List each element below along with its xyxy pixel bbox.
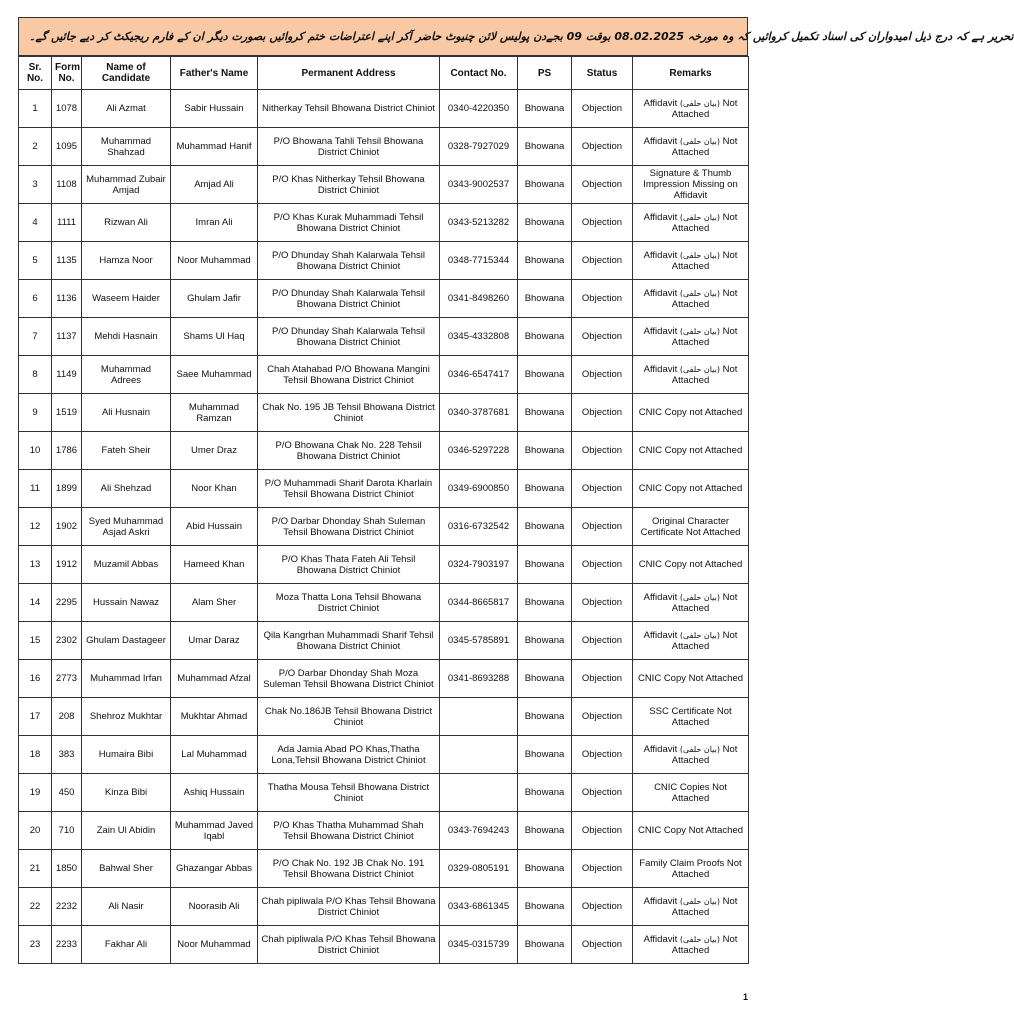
table-body	[19, 90, 749, 964]
candidate-name-cell: Hussain Nawaz	[82, 584, 171, 622]
ps-cell: Bhowana	[518, 128, 572, 166]
contact-cell: 0343-7694243	[440, 812, 518, 850]
form-no-cell: 383	[52, 736, 82, 774]
contact-cell: 0345-0315739	[440, 926, 518, 964]
status-cell: Objection	[572, 508, 633, 546]
table-header-row	[19, 57, 749, 90]
sr-no-cell: 4	[19, 204, 52, 242]
sr-no-cell: 13	[19, 546, 52, 584]
candidate-name-cell: Ghulam Dastageer	[82, 622, 171, 660]
status-cell: Objection	[572, 812, 633, 850]
father-name-cell: Muhammad Hanif	[171, 128, 258, 166]
status-cell: Objection	[572, 242, 633, 280]
contact-cell: 0343-6861345	[440, 888, 518, 926]
column-header: Sr. No.	[19, 57, 52, 90]
contact-cell: 0346-5297228	[440, 432, 518, 470]
address-cell: P/O Khas Kurak Muhammadi Tehsil Bhowana District Chiniot	[258, 204, 440, 242]
contact-cell: 0349-6900850	[440, 470, 518, 508]
candidate-name-cell: Shehroz Mukhtar	[82, 698, 171, 736]
candidate-name-cell: Mehdi Hasnain	[82, 318, 171, 356]
table-row	[19, 128, 749, 166]
table-row	[19, 508, 749, 546]
remarks-cell	[633, 128, 749, 166]
address-cell: Moza Thatta Lona Tehsil Bhowana District Chiniot	[258, 584, 440, 622]
form-no-cell: 1850	[52, 850, 82, 888]
status-cell: Objection	[572, 850, 633, 888]
ps-cell: Bhowana	[518, 356, 572, 394]
remarks-tail-text: Not Attached	[671, 325, 738, 348]
candidate-name-cell: Muhammad Shahzad	[82, 128, 171, 166]
contact-cell	[440, 698, 518, 736]
form-no-cell: 450	[52, 774, 82, 812]
sr-no-cell: 2	[19, 128, 52, 166]
ps-cell: Bhowana	[518, 774, 572, 812]
candidate-name-cell: Muhammad Zubair Amjad	[82, 166, 171, 204]
column-header: Remarks	[633, 57, 749, 90]
sr-no-cell: 15	[19, 622, 52, 660]
sr-no-cell: 10	[19, 432, 52, 470]
status-cell: Objection	[572, 470, 633, 508]
father-name-cell: Lal Muhammad	[171, 736, 258, 774]
address-cell: P/O Bhowana Tahli Tehsil Bhowana District Chiniot	[258, 128, 440, 166]
contact-cell	[440, 774, 518, 812]
form-no-cell: 1135	[52, 242, 82, 280]
candidate-name-cell: Waseem Haider	[82, 280, 171, 318]
remarks-cell	[633, 698, 749, 736]
candidate-name-cell: Ali Husnain	[82, 394, 171, 432]
remarks-text: Affidavit	[643, 629, 678, 641]
contact-cell: 0343-5213282	[440, 204, 518, 242]
contact-cell: 0340-4220350	[440, 90, 518, 128]
status-cell: Objection	[572, 584, 633, 622]
father-name-cell: Noor Muhammad	[171, 242, 258, 280]
status-cell: Objection	[572, 698, 633, 736]
sr-no-cell: 16	[19, 660, 52, 698]
status-cell: Objection	[572, 622, 633, 660]
remarks-urdu-text: (بیان حلفی)	[679, 288, 720, 298]
ps-cell: Bhowana	[518, 698, 572, 736]
form-no-cell: 1902	[52, 508, 82, 546]
table-row	[19, 432, 749, 470]
address-cell: P/O Chak No. 192 JB Chak No. 191 Tehsil Bhowana District Chiniot	[258, 850, 440, 888]
sr-no-cell: 14	[19, 584, 52, 622]
remarks-text: CNIC Copy not Attached	[638, 483, 743, 494]
remarks-urdu-text: (بیان حلفی)	[679, 98, 720, 108]
contact-cell: 0340-3787681	[440, 394, 518, 432]
address-cell: P/O Darbar Dhonday Shah Suleman Tehsil Bhowana District Chiniot	[258, 508, 440, 546]
contact-cell	[440, 736, 518, 774]
ps-cell: Bhowana	[518, 546, 572, 584]
form-no-cell: 1095	[52, 128, 82, 166]
status-cell: Objection	[572, 660, 633, 698]
table-row	[19, 774, 749, 812]
table-row	[19, 850, 749, 888]
candidate-name-cell: Bahwal Sher	[82, 850, 171, 888]
table-row	[19, 888, 749, 926]
remarks-text: Affidavit	[643, 363, 678, 375]
remarks-tail-text: Not Attached	[671, 249, 738, 272]
form-no-cell: 1137	[52, 318, 82, 356]
candidate-name-cell: Zain Ul Abidin	[82, 812, 171, 850]
form-no-cell: 208	[52, 698, 82, 736]
address-cell: Nitherkay Tehsil Bhowana District Chiniot	[258, 90, 440, 128]
table-row	[19, 584, 749, 622]
table-row	[19, 356, 749, 394]
remarks-cell	[633, 622, 749, 660]
remarks-tail-text: Not Attached	[671, 211, 738, 234]
status-cell: Objection	[572, 128, 633, 166]
ps-cell: Bhowana	[518, 736, 572, 774]
remarks-urdu-text: (بیان حلفی)	[679, 630, 720, 640]
father-name-cell: Ashiq Hussain	[171, 774, 258, 812]
ps-cell: Bhowana	[518, 850, 572, 888]
remarks-cell	[633, 888, 749, 926]
status-cell: Objection	[572, 432, 633, 470]
page-number: 1	[742, 992, 748, 1002]
status-cell: Objection	[572, 318, 633, 356]
sr-no-cell: 8	[19, 356, 52, 394]
ps-cell: Bhowana	[518, 622, 572, 660]
status-cell: Objection	[572, 166, 633, 204]
remarks-text: Family Claim Proofs Not Attached	[639, 857, 742, 880]
form-no-cell: 1912	[52, 546, 82, 584]
father-name-cell: Amjad Ali	[171, 166, 258, 204]
remarks-cell	[633, 394, 749, 432]
form-no-cell: 2302	[52, 622, 82, 660]
table-row	[19, 90, 749, 128]
sr-no-cell: 9	[19, 394, 52, 432]
father-name-cell: Abid Hussain	[171, 508, 258, 546]
remarks-urdu-text: (بیان حلفی)	[679, 934, 720, 944]
address-cell: Chah pipliwala P/O Khas Tehsil Bhowana District Chiniot	[258, 888, 440, 926]
ps-cell: Bhowana	[518, 204, 572, 242]
form-no-cell: 2232	[52, 888, 82, 926]
remarks-text: Affidavit	[643, 249, 678, 261]
notice-text: تحریر ہے کہ درج ذیل امیدواران کی اسناد تکمیل کروائیں کہ وہ مورخہ 08.02.2025 بوقت 09 بجےدن پولیس لائن چنیوٹ حاضر آکر اپنے اعتراضات ختم کروائیں بصورت دیگر ان کے فارم ریجیکٹ کر دیے جائیں گے۔	[29, 30, 1014, 43]
remarks-cell	[633, 90, 749, 128]
contact-cell: 0344-8665817	[440, 584, 518, 622]
contact-cell: 0345-4332808	[440, 318, 518, 356]
sr-no-cell: 18	[19, 736, 52, 774]
form-no-cell: 1899	[52, 470, 82, 508]
sr-no-cell: 11	[19, 470, 52, 508]
remarks-cell	[633, 546, 749, 584]
father-name-cell: Ghazangar Abbas	[171, 850, 258, 888]
address-cell: P/O Khas Nitherkay Tehsil Bhowana District Chiniot	[258, 166, 440, 204]
father-name-cell: Hameed Khan	[171, 546, 258, 584]
address-cell: Qila Kangrhan Muhammadi Sharif Tehsil Bhowana District Chiniot	[258, 622, 440, 660]
remarks-cell	[633, 280, 749, 318]
status-cell: Objection	[572, 774, 633, 812]
sr-no-cell: 17	[19, 698, 52, 736]
remarks-tail-text: Not Attached	[671, 135, 738, 158]
remarks-text: Affidavit	[643, 895, 678, 907]
column-header: Father's Name	[171, 57, 258, 90]
ps-cell: Bhowana	[518, 584, 572, 622]
remarks-urdu-text: (بیان حلفی)	[679, 212, 720, 222]
form-no-cell: 2233	[52, 926, 82, 964]
remarks-text: Affidavit	[643, 591, 678, 603]
form-no-cell: 710	[52, 812, 82, 850]
remarks-text: Affidavit	[643, 933, 678, 945]
remarks-text: Affidavit	[643, 97, 678, 109]
form-no-cell: 1136	[52, 280, 82, 318]
ps-cell: Bhowana	[518, 660, 572, 698]
table-row	[19, 204, 749, 242]
remarks-text: CNIC Copy Not Attached	[637, 673, 744, 684]
table-row	[19, 470, 749, 508]
father-name-cell: Sabir Hussain	[171, 90, 258, 128]
ps-cell: Bhowana	[518, 90, 572, 128]
remarks-urdu-text: (بیان حلفی)	[679, 744, 720, 754]
contact-cell: 0341-8693288	[440, 660, 518, 698]
address-cell: Chak No.186JB Tehsil Bhowana District Chiniot	[258, 698, 440, 736]
address-cell: P/O Khas Thatha Muhammad Shah Tehsil Bhowana District Chiniot	[258, 812, 440, 850]
remarks-cell	[633, 242, 749, 280]
status-cell: Objection	[572, 394, 633, 432]
ps-cell: Bhowana	[518, 812, 572, 850]
form-no-cell: 1108	[52, 166, 82, 204]
remarks-cell	[633, 470, 749, 508]
form-no-cell: 2295	[52, 584, 82, 622]
sr-no-cell: 19	[19, 774, 52, 812]
candidate-name-cell: Hamza Noor	[82, 242, 171, 280]
address-cell: Chak No. 195 JB Tehsil Bhowana District Chiniot	[258, 394, 440, 432]
ps-cell: Bhowana	[518, 888, 572, 926]
column-header: PS	[518, 57, 572, 90]
ps-cell: Bhowana	[518, 470, 572, 508]
remarks-text: Signature & Thumb Impression Missing on Affidavit	[643, 168, 738, 201]
contact-cell: 0348-7715344	[440, 242, 518, 280]
remarks-cell	[633, 774, 749, 812]
contact-cell: 0341-8498260	[440, 280, 518, 318]
table-row	[19, 660, 749, 698]
contact-cell: 0345-5785891	[440, 622, 518, 660]
remarks-cell	[633, 318, 749, 356]
remarks-text: CNIC Copy not Attached	[638, 445, 743, 456]
father-name-cell: Imran Ali	[171, 204, 258, 242]
status-cell: Objection	[572, 736, 633, 774]
table-row	[19, 546, 749, 584]
remarks-text: Affidavit	[643, 743, 678, 755]
address-cell: P/O Dhunday Shah Kalarwala Tehsil Bhowana District Chiniot	[258, 242, 440, 280]
candidate-name-cell: Fateh Sheir	[82, 432, 171, 470]
father-name-cell: Shams Ul Haq	[171, 318, 258, 356]
column-header: Name of Candidate	[82, 57, 171, 90]
remarks-text: CNIC Copy Not Attached	[637, 825, 744, 836]
column-header: Form No.	[52, 57, 82, 90]
remarks-urdu-text: (بیان حلفی)	[679, 326, 720, 336]
remarks-tail-text: Not Attached	[671, 895, 738, 918]
remarks-urdu-text: (بیان حلفی)	[679, 250, 720, 260]
table-row	[19, 166, 749, 204]
remarks-tail-text: Not Attached	[671, 363, 738, 386]
address-cell: Chah pipliwala P/O Khas Tehsil Bhowana District Chiniot	[258, 926, 440, 964]
sr-no-cell: 22	[19, 888, 52, 926]
address-cell: Ada Jamia Abad PO Khas,Thatha Lona,Tehsil Bhowana District Chiniot	[258, 736, 440, 774]
ps-cell: Bhowana	[518, 394, 572, 432]
ps-cell: Bhowana	[518, 318, 572, 356]
ps-cell: Bhowana	[518, 280, 572, 318]
address-cell: P/O Dhunday Shah Kalarwala Tehsil Bhowana District Chiniot	[258, 318, 440, 356]
address-cell: P/O Khas Thata Fateh Ali Tehsil Bhowana District Chiniot	[258, 546, 440, 584]
form-no-cell: 2773	[52, 660, 82, 698]
remarks-urdu-text: (بیان حلفی)	[679, 896, 720, 906]
remarks-text: Affidavit	[643, 211, 678, 223]
remarks-text: SSC Certificate Not Attached	[649, 705, 732, 728]
remarks-text: Affidavit	[643, 287, 678, 299]
ps-cell: Bhowana	[518, 508, 572, 546]
remarks-tail-text: Not Attached	[671, 933, 738, 956]
sr-no-cell: 5	[19, 242, 52, 280]
status-cell: Objection	[572, 356, 633, 394]
sr-no-cell: 12	[19, 508, 52, 546]
address-cell: Chah Atahabad P/O Bhowana Mangini Tehsil Bhowana District Chiniot	[258, 356, 440, 394]
remarks-tail-text: Not Attached	[671, 629, 738, 652]
form-no-cell: 1786	[52, 432, 82, 470]
father-name-cell: Noor Khan	[171, 470, 258, 508]
ps-cell: Bhowana	[518, 242, 572, 280]
table-row	[19, 926, 749, 964]
remarks-cell	[633, 432, 749, 470]
contact-cell: 0329-0805191	[440, 850, 518, 888]
candidate-name-cell: Rizwan Ali	[82, 204, 171, 242]
form-no-cell: 1149	[52, 356, 82, 394]
remarks-text: CNIC Copy not Attached	[638, 559, 743, 570]
remarks-tail-text: Not Attached	[671, 97, 738, 120]
sr-no-cell: 23	[19, 926, 52, 964]
remarks-text: Affidavit	[643, 135, 678, 147]
form-no-cell: 1078	[52, 90, 82, 128]
remarks-tail-text: Not Attached	[671, 591, 738, 614]
remarks-cell	[633, 356, 749, 394]
column-header: Status	[572, 57, 633, 90]
remarks-cell	[633, 812, 749, 850]
candidate-name-cell: Muhammad Adrees	[82, 356, 171, 394]
address-cell: Thatha Mousa Tehsil Bhowana District Chiniot	[258, 774, 440, 812]
remarks-cell	[633, 736, 749, 774]
contact-cell: 0328-7927029	[440, 128, 518, 166]
address-cell: P/O Bhowana Chak No. 228 Tehsil Bhowana District Chiniot	[258, 432, 440, 470]
remarks-text: Original Character Certificate Not Attached	[640, 515, 741, 538]
contact-cell: 0346-6547417	[440, 356, 518, 394]
candidate-name-cell: Fakhar Ali	[82, 926, 171, 964]
table-row	[19, 242, 749, 280]
column-header: Permanent Address	[258, 57, 440, 90]
table-row	[19, 318, 749, 356]
father-name-cell: Ghulam Jafir	[171, 280, 258, 318]
candidate-name-cell: Kinza Bibi	[82, 774, 171, 812]
remarks-urdu-text: (بیان حلفی)	[679, 136, 720, 146]
father-name-cell: Muhammad Javed Iqabl	[171, 812, 258, 850]
sr-no-cell: 7	[19, 318, 52, 356]
status-cell: Objection	[572, 280, 633, 318]
sr-no-cell: 20	[19, 812, 52, 850]
notice-banner	[18, 17, 1014, 56]
sr-no-cell: 6	[19, 280, 52, 318]
status-cell: Objection	[572, 90, 633, 128]
table-row	[19, 698, 749, 736]
father-name-cell: Saee Muhammad	[171, 356, 258, 394]
status-cell: Objection	[572, 926, 633, 964]
father-name-cell: Umer Draz	[171, 432, 258, 470]
candidate-name-cell: Ali Nasir	[82, 888, 171, 926]
table-row	[19, 812, 749, 850]
contact-cell: 0324-7903197	[440, 546, 518, 584]
remarks-cell	[633, 926, 749, 964]
remarks-tail-text: Not Attached	[671, 287, 738, 310]
father-name-cell: Alam Sher	[171, 584, 258, 622]
father-name-cell: Noor Muhammad	[171, 926, 258, 964]
ps-cell: Bhowana	[518, 166, 572, 204]
sr-no-cell: 3	[19, 166, 52, 204]
status-cell: Objection	[572, 888, 633, 926]
candidate-name-cell: Muzamil Abbas	[82, 546, 171, 584]
contact-cell: 0316-6732542	[440, 508, 518, 546]
remarks-cell	[633, 660, 749, 698]
candidates-table	[18, 56, 749, 964]
candidate-name-cell: Ali Azmat	[82, 90, 171, 128]
address-cell: P/O Muhammadi Sharif Darota Kharlain Tehsil Bhowana District Chiniot	[258, 470, 440, 508]
remarks-text: CNIC Copies Not Attached	[654, 781, 727, 804]
father-name-cell: Muhammad Afzal	[171, 660, 258, 698]
candidate-name-cell: Ali Shehzad	[82, 470, 171, 508]
candidate-name-cell: Syed Muhammad Asjad Askri	[82, 508, 171, 546]
remarks-cell	[633, 850, 749, 888]
candidate-name-cell: Muhammad Irfan	[82, 660, 171, 698]
remarks-urdu-text: (بیان حلفی)	[679, 364, 720, 374]
table-row	[19, 622, 749, 660]
remarks-cell	[633, 508, 749, 546]
candidate-name-cell: Humaira Bibi	[82, 736, 171, 774]
sr-no-cell: 1	[19, 90, 52, 128]
address-cell: P/O Dhunday Shah Kalarwala Tehsil Bhowana District Chiniot	[258, 280, 440, 318]
remarks-urdu-text: (بیان حلفی)	[679, 592, 720, 602]
father-name-cell: Umar Daraz	[171, 622, 258, 660]
father-name-cell: Noorasib Ali	[171, 888, 258, 926]
address-cell: P/O Darbar Dhonday Shah Moza Suleman Tehsil Bhowana District Chiniot	[258, 660, 440, 698]
ps-cell: Bhowana	[518, 926, 572, 964]
table-row	[19, 736, 749, 774]
remarks-cell	[633, 166, 749, 204]
ps-cell: Bhowana	[518, 432, 572, 470]
father-name-cell: Mukhtar Ahmad	[171, 698, 258, 736]
remarks-text: CNIC Copy not Attached	[638, 407, 743, 418]
sr-no-cell: 21	[19, 850, 52, 888]
remarks-cell	[633, 584, 749, 622]
status-cell: Objection	[572, 204, 633, 242]
form-no-cell: 1519	[52, 394, 82, 432]
remarks-text: Affidavit	[643, 325, 678, 337]
table-row	[19, 394, 749, 432]
status-cell: Objection	[572, 546, 633, 584]
column-header: Contact No.	[440, 57, 518, 90]
remarks-cell	[633, 204, 749, 242]
table-row	[19, 280, 749, 318]
remarks-tail-text: Not Attached	[671, 743, 738, 766]
form-no-cell: 1111	[52, 204, 82, 242]
contact-cell: 0343-9002537	[440, 166, 518, 204]
father-name-cell: Muhammad Ramzan	[171, 394, 258, 432]
